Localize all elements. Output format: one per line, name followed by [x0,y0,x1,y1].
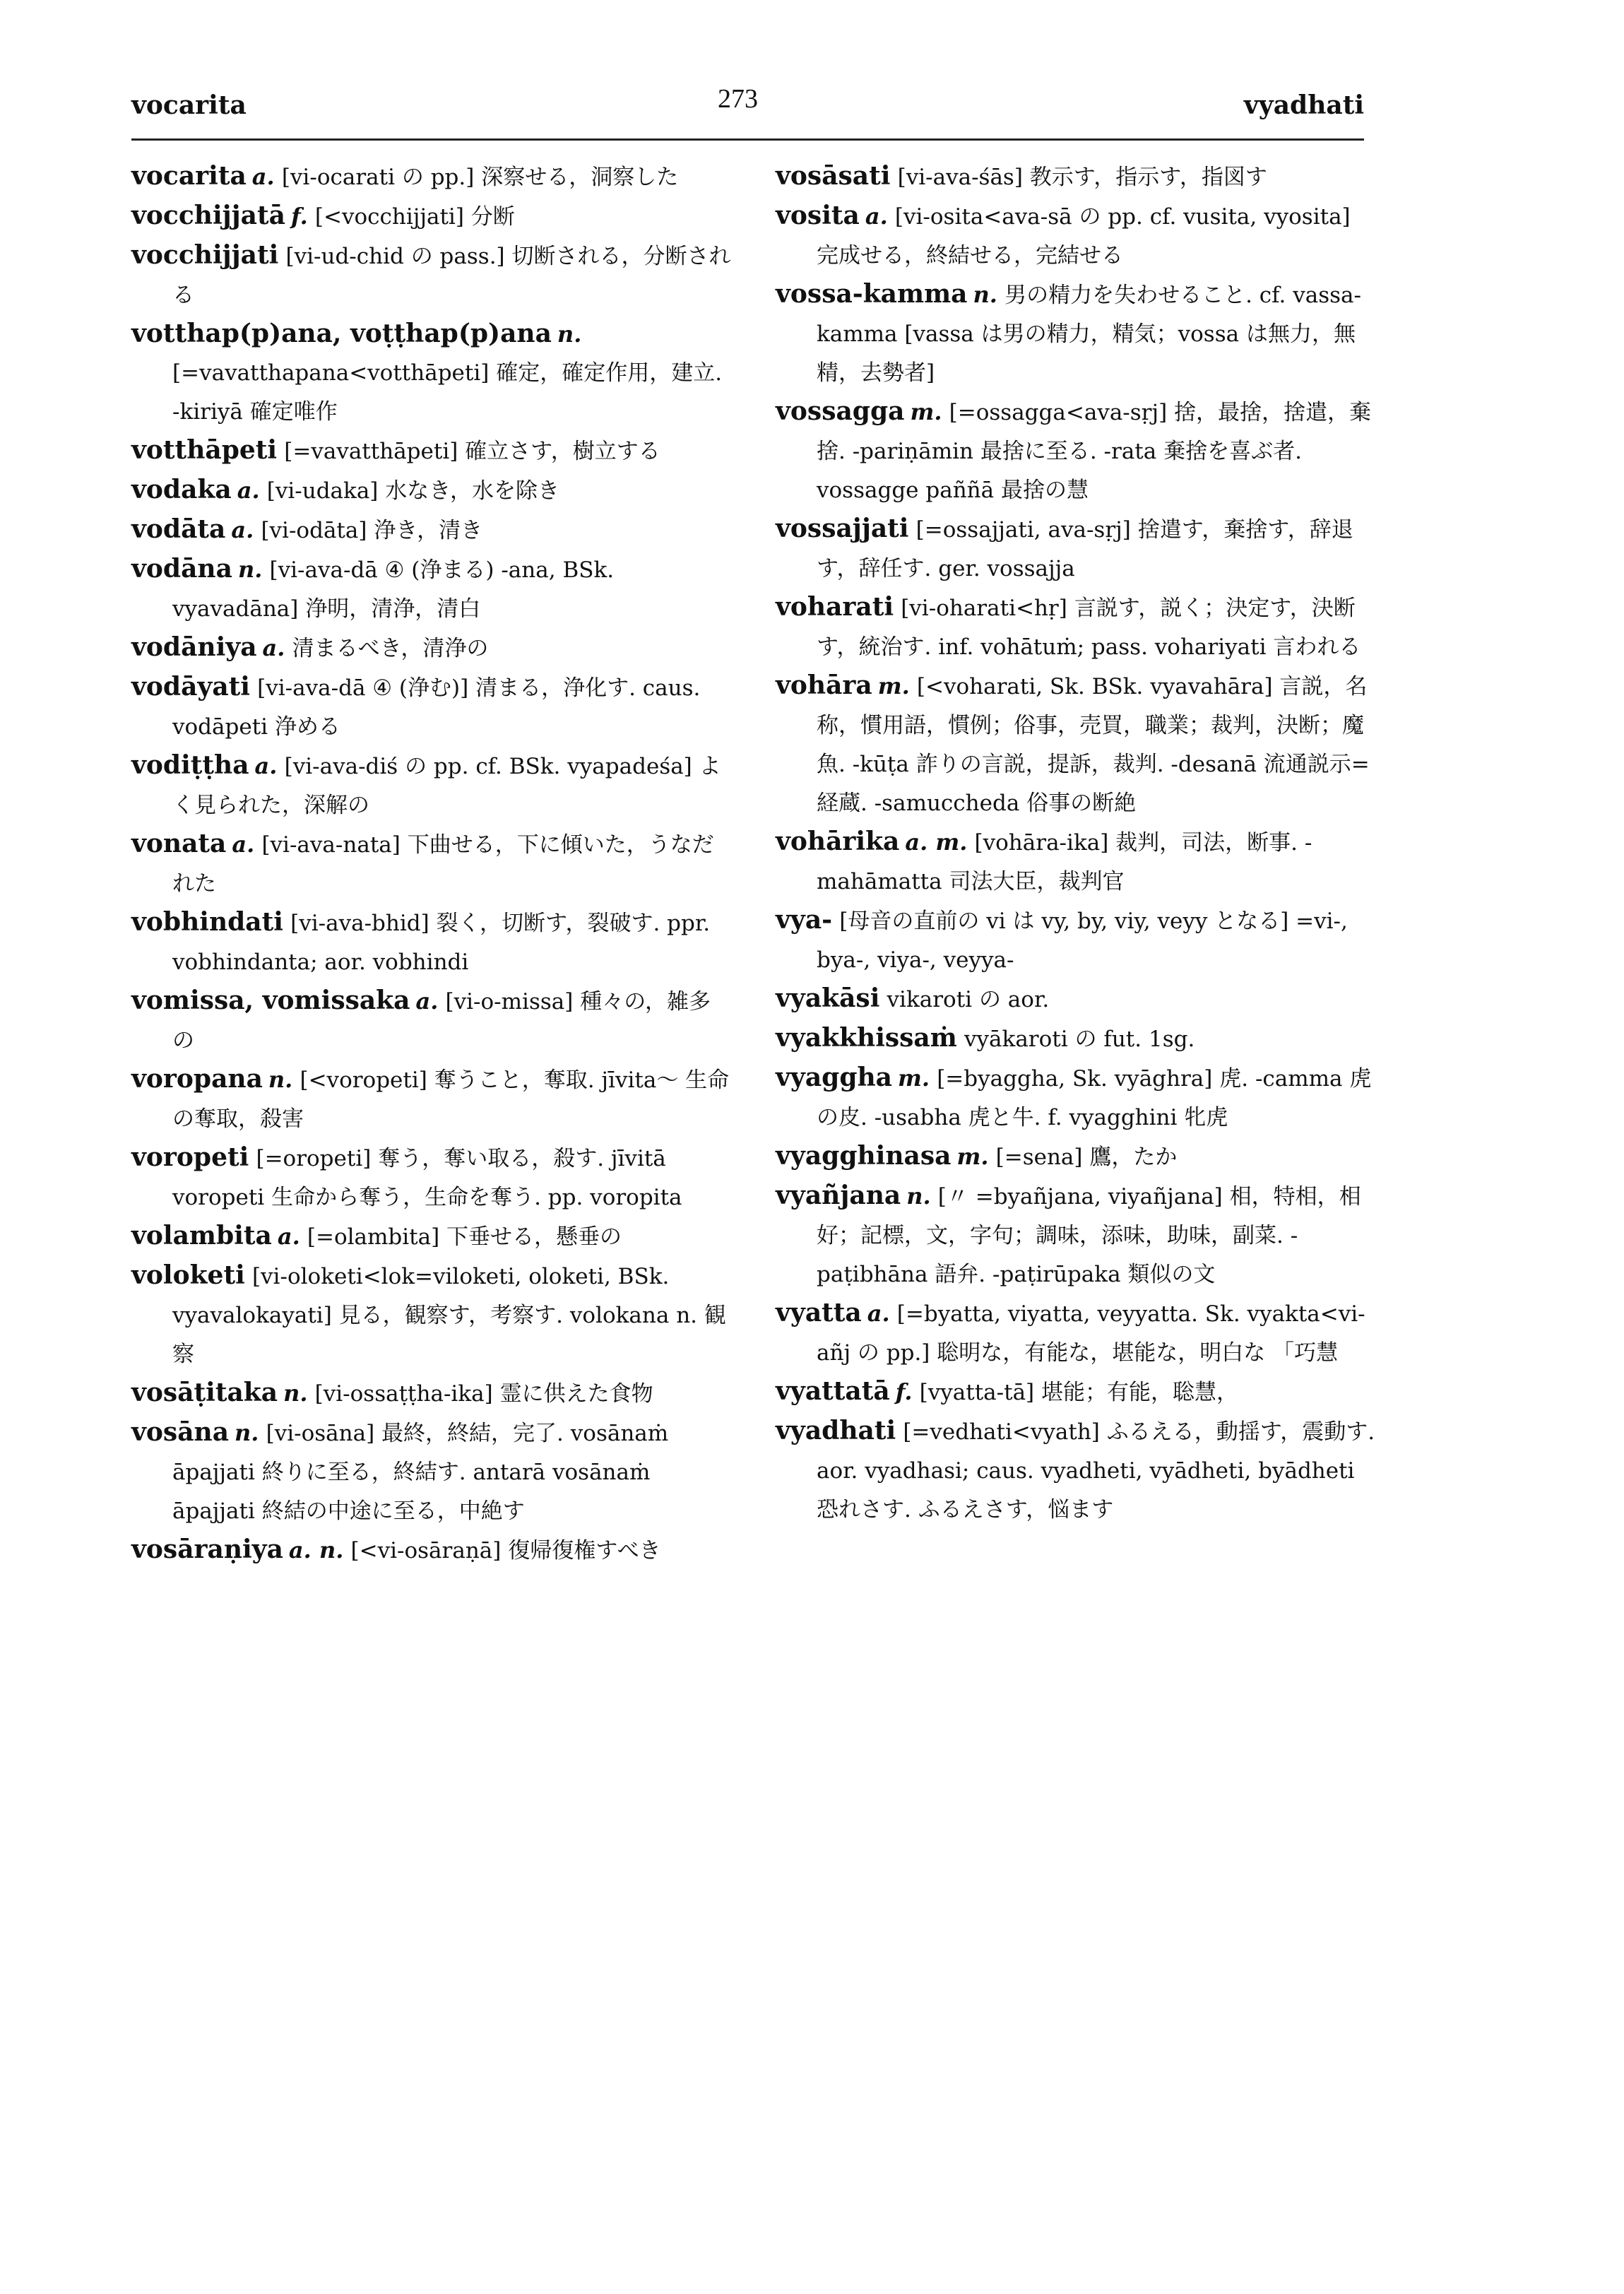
entry-definition: [=sena] 鷹，たか [995,1145,1178,1170]
dictionary-entry [131,236,732,314]
entry-grammar: m. [956,1143,989,1170]
dictionary-entry [776,822,1376,901]
entry-definition: [vi-ud-chid の pass.] 切断される，分断される [172,244,731,308]
entry-headword: vosita [776,201,860,230]
entry-definition: [vi-ava-dā ④ (浄まる) -ana, BSk. vyavadāna] 浄明，清浄，清白 [172,557,615,622]
entry-definition: [vi-udaka] 水なき，水を除き [266,478,560,504]
entry-grammar: a. [231,516,254,543]
dictionary-entry [131,1413,732,1530]
entry-grammar: a. m. [905,829,968,856]
entry-definition: vikaroti の aor. [887,987,1050,1012]
dictionary-entry [776,666,1376,822]
dictionary-entry [131,1256,732,1373]
entry-definition: 清まるべき，清浄の [292,636,489,661]
entry-grammar: a. [415,988,439,1015]
entry-grammar: n. [235,1419,259,1446]
entry-grammar: m. [877,673,910,699]
entry-grammar: m. [898,1065,930,1092]
entry-grammar: a. [262,634,285,661]
dictionary-entry [131,1138,732,1217]
entry-headword: vodāyati [131,672,250,702]
entry-grammar: a. n. [288,1537,344,1563]
entry-definition: vyākaroti の fut. 1sg. [964,1027,1195,1052]
entry-grammar: a. [277,1223,300,1250]
entry-headword: voropana [131,1064,263,1094]
entry-definition: [<vi-osāraṇā] 復帰復権すべき [350,1538,661,1563]
entry-definition: [=byaggha, Sk. vyāghra] 虎. -camma 虎の皮. -usabha 虎と牛. f. vyagghini 牝虎 [817,1066,1372,1130]
entry-definition: [=vavatthapana<votthāpeti] 確定，確定作用，建立. -kiriyā 確定唯作 [172,360,723,425]
entry-headword: vosāna [131,1417,230,1447]
entry-grammar: a. [232,831,255,858]
entry-grammar: n. [906,1183,931,1210]
entry-definition: [=vedhati<vyath] ふるえる，動揺す，震動す. aor. vyadhasi; caus. vyadheti, vyādheti, byādheti 恐れさす. ふるえさす，悩ます [817,1419,1375,1523]
entry-definition: [vi-oloketi<lok=viloketi, oloketi, BSk. vyavalokayati] 見る，観察す，考察す. volokana n. 観察 [172,1264,726,1367]
header-rule [131,138,1364,141]
entry-headword: vyaggha [776,1063,893,1092]
dictionary-entry [776,1137,1376,1176]
dictionary-entry [131,471,732,510]
entry-headword: vyagghinasa [776,1141,952,1171]
dictionary-entry [776,1372,1376,1412]
entry-grammar: f. [895,1378,913,1405]
entry-headword: vodaka [131,475,232,504]
entry-definition: [vi-ava-dā ④ (浄む)] 清まる，浄化す. caus. vodāpeti 浄める [172,675,701,740]
dictionary-entry [776,588,1376,666]
dictionary-entry [131,981,732,1060]
entry-definition: [母音の直前の vi は vy, by, viy, veyy となる] =vi-, bya-, viya-, veyya- [817,909,1348,973]
dictionary-entry [776,509,1376,588]
entry-definition: [<voharati, Sk. BSk. vyavahāra] 言説，名称，慣用語，慣例；俗事，売買，職業；裁判，決断；魔魚. -kūṭa 詐りの言説，提訴，裁判. -desanā 流通説示=経蔵. -samuccheda 俗事の断絶 [817,674,1370,816]
entry-definition: [vyatta-tā] 堪能；有能，聡慧， [919,1380,1239,1405]
dictionary-entry [131,628,732,668]
entry-headword: vyadhati [776,1416,896,1445]
entry-headword: voropeti [131,1142,249,1172]
entry-headword: vyakkhissaṁ [776,1023,957,1053]
entry-headword: vyatta [776,1298,862,1328]
entry-headword: voloketi [131,1260,245,1290]
dictionary-entry [131,746,732,824]
dictionary-entry [776,275,1376,392]
dictionary-entry [131,668,732,746]
dictionary-entry [776,1058,1376,1137]
dictionary-entry [131,1060,732,1138]
right-column [776,157,1376,1529]
entry-definition: [vi-oharati<hṛ] 言説す，説く；決定す，決断す，統治す. inf. vohātuṁ; pass. vohariyati 言われる [817,596,1361,660]
dictionary-entry [131,824,732,903]
entry-definition: [vi-ava-śās] 教示す，指示す，指図す [897,165,1267,190]
entry-headword: vohārika [776,827,900,856]
entry-grammar: a. [251,163,275,190]
entry-definition: [vi-osāna] 最終，終結，完了. vosānaṁ āpajjati 終りに至る，終結す. antarā vosānaṁ āpajjati 終結の中途に至る，中絶す [172,1421,669,1524]
entry-definition: [<vocchijjati] 分断 [314,204,515,230]
dictionary-entry [131,1530,732,1570]
entry-headword: vobhindati [131,907,283,937]
left-column [131,157,732,1570]
entry-grammar: a. [254,752,278,779]
dictionary-entry [131,1217,732,1256]
entry-grammar: m. [910,398,942,425]
dictionary-entry [131,196,732,236]
dictionary-entry [776,1412,1376,1529]
entry-headword: vodāna [131,554,232,584]
entry-definition: [=oropeti] 奪う，奪い取る，殺す. jīvitā voropeti 生命から奪う，生命を奪う. pp. voropita [172,1146,682,1210]
entry-definition: [vi-odāta] 浄き，清き [261,518,483,543]
entry-grammar: a. [865,203,888,230]
entry-definition: [vi-ava-bhid] 裂く，切断す，裂破す. ppr. vobhindanta; aor. vobhindi [172,911,711,975]
entry-headword: vyattatā [776,1376,890,1406]
entry-definition: [<voropeti] 奪うこと，奪取. jīvita～ 生命の奪取，殺害 [172,1068,730,1132]
dictionary-entry [776,1019,1376,1058]
entry-headword: volambita [131,1221,272,1251]
entry-grammar: n. [283,1380,308,1407]
entry-headword: vossa-kamma [776,279,968,309]
dictionary-entry [131,1373,732,1413]
entry-headword: votthāpeti [131,435,278,465]
dictionary-entry [131,903,732,981]
dictionary-entry [776,1294,1376,1372]
dictionary-entry [131,314,732,431]
entry-grammar: n. [237,556,263,583]
entry-headword: voharati [776,592,894,622]
entry-headword: vyakāsi [776,983,880,1013]
entry-definition: [vi-o-missa] 種々の，雑多の [172,989,711,1053]
entry-headword: vossagga [776,396,905,426]
entry-definition: [=byatta, viyatta, veyyatta. Sk. vyakta<vi-añj の pp.] 聡明な，有能な，堪能な，明白な 「巧慧 [817,1301,1365,1366]
entry-definition: [vi-ava-nata] 下曲せる，下に傾いた，うなだれた [172,832,714,897]
entry-headword: vosāraṇiya [131,1535,283,1564]
dictionary-entry [131,157,732,196]
entry-headword: vocchijjatā [131,201,285,230]
right-running-head: vyadhati [1243,90,1364,120]
entry-definition: [=ossagga<ava-sṛj] 捨，最捨，捨遣，棄捨. -pariṇāmin 最捨に至る. -rata 棄捨を喜ぶ者. vossagge paññā 最捨の慧 [817,400,1372,503]
entry-headword: vossajjati [776,514,909,543]
dictionary-entry [776,196,1376,275]
page-header [131,83,1364,147]
entry-definition: [〃 =byañjana, viyañjana] 相，特相，相好；記標，文，字句；調味，添味，助味，副菜. -paṭibhāna 語弁. -paṭirūpaka 類似の文 [817,1184,1361,1287]
entry-definition: [vi-ossaṭṭha-ika] 霊に供えた食物 [314,1381,653,1407]
entry-grammar: n. [973,281,997,308]
entry-definition: [vohāra-ika] 裁判，司法，断事. -mahāmatta 司法大臣，裁判官 [817,830,1312,894]
entry-headword: vosāṭitaka [131,1378,278,1407]
entry-headword: vodāta [131,514,226,544]
entry-grammar: a. [237,477,260,504]
dictionary-entry [776,901,1376,979]
entry-headword: votthap(p)ana, voṭṭhap(p)ana [131,319,552,348]
entry-headword: vosāsati [776,161,891,191]
entry-headword: vohāra [776,670,872,700]
entry-headword: vomissa, vomissaka [131,986,410,1015]
dictionary-entry [131,550,732,628]
page-number: 273 [718,84,758,114]
dictionary-entry [131,431,732,471]
entry-definition: [=vavatthāpeti] 確立さす，樹立する [284,439,660,464]
left-running-head: vocarita [131,90,247,120]
entry-definition: [=olambita] 下垂せる，懸垂の [307,1224,622,1250]
entry-grammar: n. [268,1066,293,1093]
entry-definition: [vi-ava-diś の pp. cf. BSk. vyapadeśa] よく見られた，深解の [172,754,721,818]
entry-definition: [vi-ocarati の pp.] 深察せる，洞察した [281,165,679,190]
entry-grammar: a. [867,1300,890,1327]
entry-definition: 男の精力を失わせること. cf. vassa-kamma [vassa は男の精力，精気；vossa は無力，無精，去勢者] [817,283,1362,386]
dictionary-entry [131,510,732,550]
entry-headword: vodāniya [131,632,257,662]
entry-definition: [vi-osita<ava-sā の pp. cf. vusita, vyosita] 完成せる，終結せる，完結せる [817,204,1351,268]
entry-definition: [=ossajjati, ava-sṛj] 捨遣す，棄捨す，辞退す，辞任す. ger. vossajja [817,517,1353,581]
entry-grammar: n. [557,321,582,348]
entry-headword: vonata [131,829,227,858]
entry-grammar: f. [290,203,308,230]
dictionary-entry [776,392,1376,509]
dictionary-entry [776,157,1376,196]
entry-headword: vodiṭṭha [131,750,249,780]
entry-headword: vocarita [131,161,247,191]
entry-headword: vyañjana [776,1181,901,1210]
entry-headword: vya- [776,905,833,935]
entry-headword: vocchijjati [131,240,279,270]
dictionary-entry [776,979,1376,1019]
dictionary-entry [776,1176,1376,1294]
